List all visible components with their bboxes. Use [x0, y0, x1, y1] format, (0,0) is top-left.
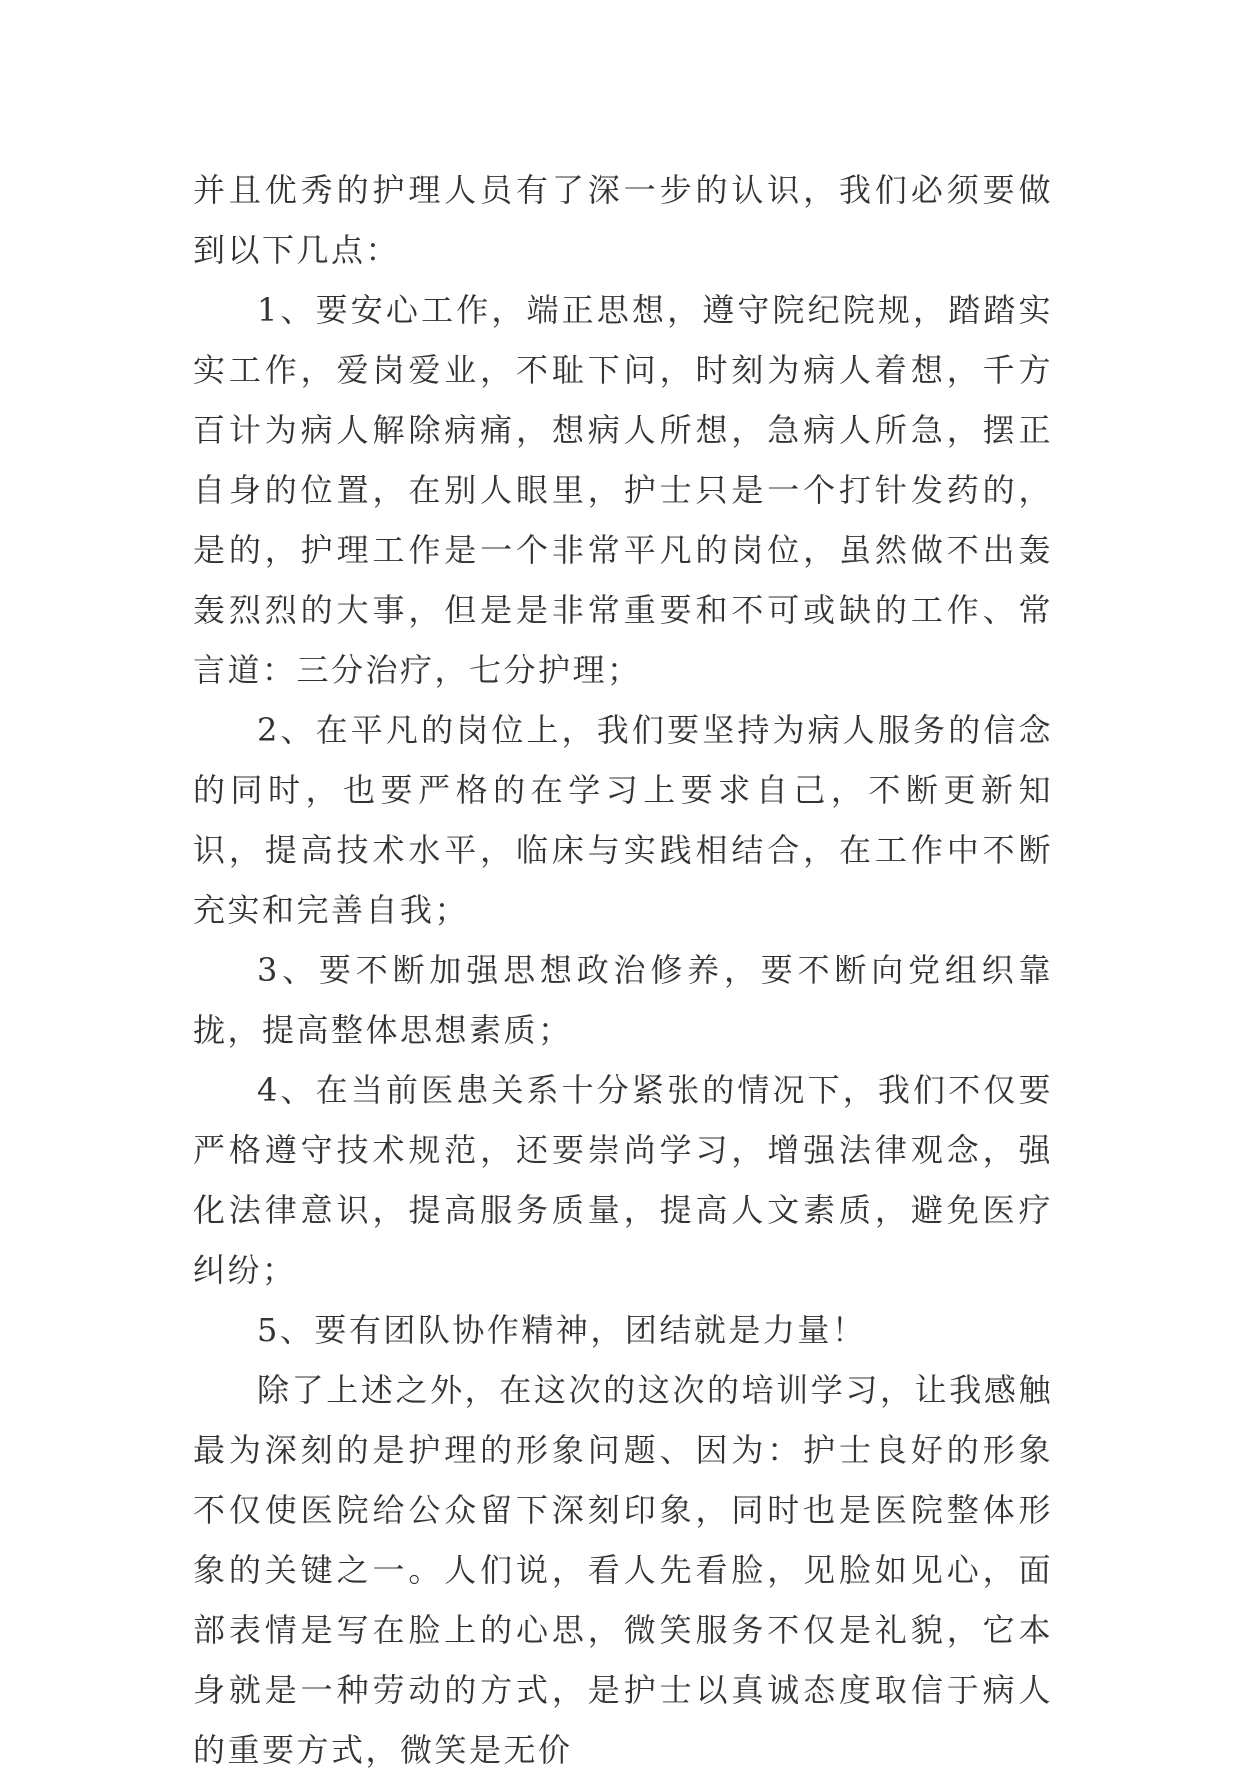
paragraph-intro: 并且优秀的护理人员有了深一步的认识，我们必须要做到以下几点： — [193, 171, 1053, 269]
paragraph-point-4: 4、在当前医患关系十分紧张的情况下，我们不仅要严格遵守技术规范，还要崇尚学习，增强法律观念，强化法律意识，提高服务质量，提高人文素质，避免医疗纠纷； — [193, 1071, 1053, 1289]
paragraph-point-1: 1、要安心工作，端正思想，遵守院纪院规，踏踏实实工作，爱岗爱业，不耻下问，时刻为病人着想，千方百计为病人解除病痛，想病人所想，急病人所急，摆正自身的位置，在别人眼里，护士只是一个打针发药的，是的，护理工作是一个非常平凡的岗位，虽然做不出轰轰烈烈的大事，但是是非常重要和不可或缺的工作、常言道：三分治疗，七分护理； — [193, 291, 1053, 689]
paragraph-point-2: 2、在平凡的岗位上，我们要坚持为病人服务的信念的同时，也要严格的在学习上要求自己，不断更新知识，提高技术水平，临床与实践相结合，在工作中不断充实和完善自我； — [193, 711, 1053, 929]
paragraph-point-5: 5、要有团队协作精神，团结就是力量！ — [257, 1311, 867, 1349]
paragraph-point-3: 3、要不断加强思想政治修养，要不断向党组织靠拢，提高整体思想素质； — [193, 951, 1053, 1049]
paragraph-conclusion: 除了上述之外，在这次的这次的培训学习，让我感触最为深刻的是护理的形象问题、因为：护士良好的形象不仅使医院给公众留下深刻印象，同时也是医院整体形象的关键之一。人们说，看人先看脸，见脸如见心，面部表情是写在脸上的心思，微笑服务不仅是礼貌，它本身就是一种劳动的方式，是护士以真诚态度取信于病人的重要方式，微笑是无价 — [193, 1371, 1053, 1769]
document-body — [193, 160, 1053, 1780]
